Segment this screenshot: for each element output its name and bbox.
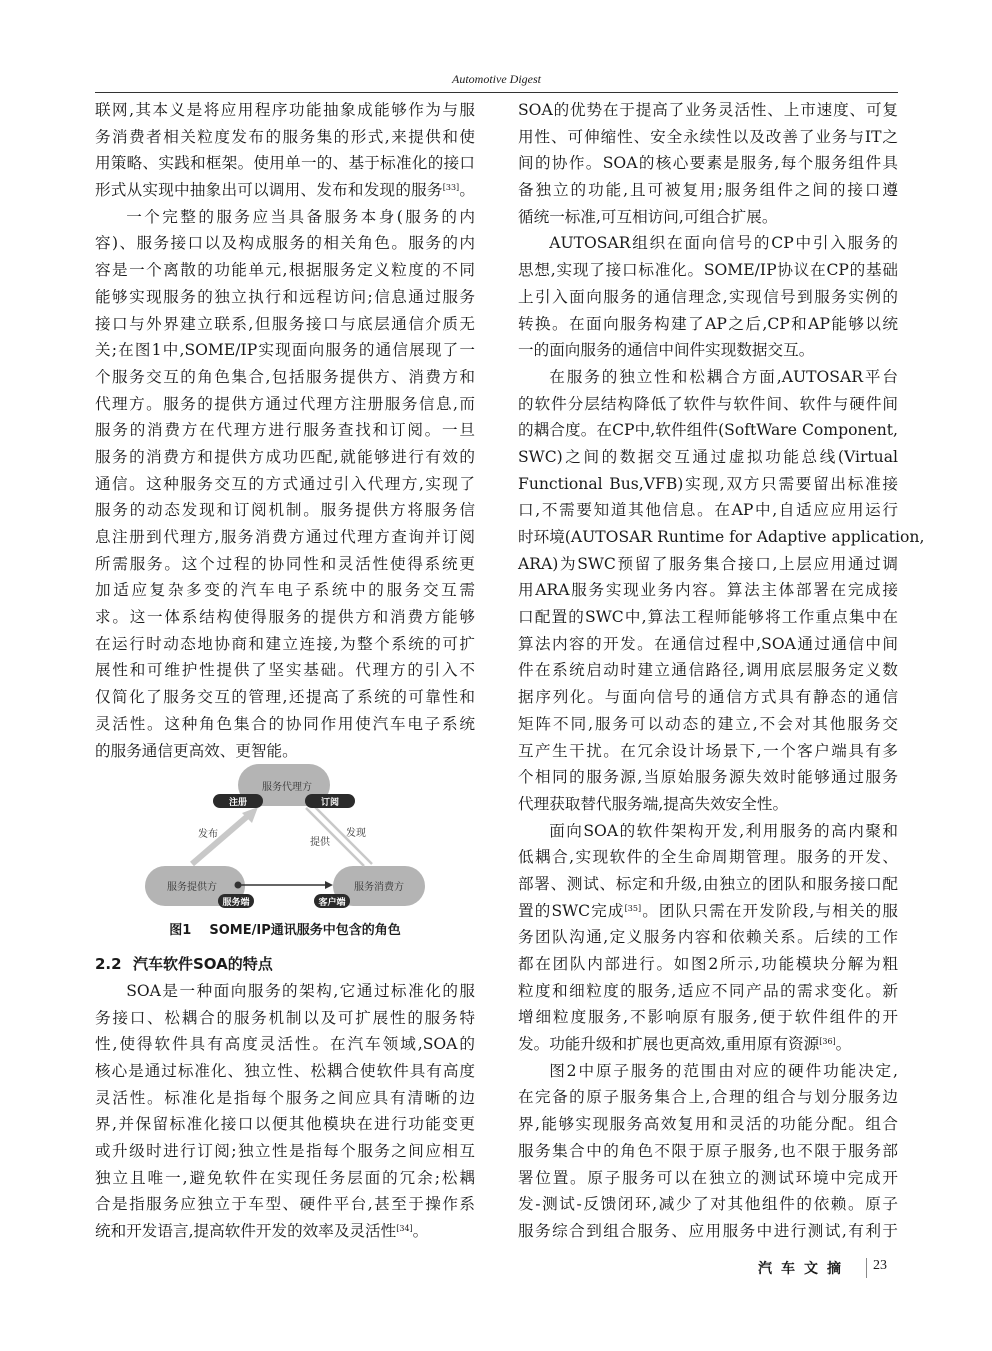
paragraph: [95, 97, 475, 204]
text-line: 矩阵不同,服务可以动态的建立,不会对其他服务交: [518, 714, 898, 733]
line-tail: 。: [412, 1222, 429, 1241]
text-line: 发-测试-反馈闭环,减少了对其他组件的依赖。原子: [518, 1195, 898, 1214]
text-line: 灵活性。这种角色集合的协同作用使汽车电子系统: [95, 714, 475, 733]
figure-1: [95, 764, 475, 951]
text-line: AUTOSAR组织在面向信号的CP中引入服务的: [549, 234, 898, 253]
paragraph: [95, 978, 475, 1245]
text-line: 时环境(AUTOSAR Runtime for Adaptive application,: [518, 528, 925, 546]
text-line: 能够实现服务的独立执行和远程访问;信息通过服务: [95, 287, 475, 306]
text-line: 联网,其本义是将应用程序功能抽象成能够作为与服: [95, 101, 475, 119]
citation-ref: [33]: [442, 183, 460, 193]
provider-label: 服务提供方: [167, 882, 217, 894]
text-line: 服务综合到组合服务、应用服务中进行测试,有利于: [518, 1221, 898, 1240]
text-line: 口,不需要知道其他信息。在AP中,自适应应用运行: [518, 501, 898, 520]
text-line: 思想,实现了接口标准化。SOME/IP协议在CP的基础: [518, 261, 898, 280]
citation-ref: [36]: [819, 1037, 836, 1047]
footer-separator: [866, 1258, 867, 1278]
text-line: 独立且唯一,避免软件在实现任务层面的冗余;松耦: [95, 1168, 475, 1187]
text-line: 的服务通信更高效、更智能。: [95, 741, 298, 760]
text-line: 服务的动态发现和订阅机制。服务提供方将服务信: [95, 501, 475, 520]
line-tail: 。: [459, 181, 475, 200]
text-line: 服务的消费方和提供方成功匹配,就能够进行有效的: [95, 447, 475, 466]
line-tail: 。: [835, 1035, 852, 1054]
consumer-label: 服务消费方: [354, 882, 404, 894]
text-line: 灵活性。标准化是指每个服务之间应具有清晰的边: [95, 1088, 475, 1107]
text-line: 核心是通过标准化、独立性、松耦合使软件具有高度: [95, 1061, 475, 1080]
text-line: 在服务的独立性和松耦合方面,AUTOSAR平台: [549, 367, 898, 386]
offer-label: 提供: [310, 837, 330, 849]
text-line: 加适应复杂多变的汽车电子系统中的服务交互需: [95, 581, 475, 600]
text-line: 备独立的功能,且可被复用;服务组件之间的接口遵: [518, 181, 898, 200]
line-text: 统和开发语言,提高软件开发的效率及灵活性: [95, 1222, 397, 1241]
paragraph: [518, 97, 898, 230]
text-line: 的软件分层结构降低了软件与软件间、软件与硬件间: [518, 394, 898, 413]
text-line: 在完备的原子服务集合上,合理的组合与划分服务边: [518, 1088, 898, 1107]
some-ip-roles-diagram: [140, 764, 430, 914]
text-line: 一的面向服务的通信中间件实现数据交互。: [518, 341, 815, 360]
text-line: SWC)之间的数据交互通过虚拟功能总线(Virtual: [518, 447, 898, 466]
section-title: 汽车软件SOA的特点: [133, 955, 273, 974]
text-line: 息注册到代理方,服务消费方通过代理方查询并订阅: [95, 528, 475, 546]
text-line: 关;在图1中,SOME/IP实现面向服务的通信展现了一: [95, 341, 475, 360]
text-line: 面向SOA的软件架构开发,利用服务的高内聚和: [549, 821, 898, 840]
connection-arrowhead: [325, 881, 333, 889]
text-line: [518, 1031, 898, 1058]
text-line: 容是一个离散的功能单元,根据服务定义粒度的不同: [95, 261, 475, 280]
line-text: 形式从实现中抽象出可以调用、发布和发现的服务: [95, 181, 443, 200]
header-rule: [95, 92, 898, 93]
text-line: 部署、测试、标定和升级,由独立的团队和服务接口配: [518, 874, 898, 893]
paragraph: [518, 364, 925, 818]
server-label: 服务端: [222, 898, 250, 909]
text-line: 代理方。服务的提供方通过代理方注册服务信息,而: [95, 394, 475, 413]
text-line: [95, 1218, 475, 1245]
citation-ref: [35]: [624, 903, 642, 913]
text-line: 据序列化。与面向信号的通信方式具有静态的通信: [518, 688, 898, 707]
text-line: [518, 898, 898, 925]
figure-title: SOME/IP通讯服务中包含的角色: [209, 923, 401, 939]
figure-caption: [95, 919, 475, 938]
text-line: 算法内容的开发。在通信过程中,SOA通过通信中间: [518, 634, 898, 653]
text-line: 界,并保留标准化接口以便其他模块在进行功能变更: [95, 1115, 475, 1134]
text-line: 接口与外界建立联系,但服务接口与底层通信介质无: [95, 314, 475, 333]
text-line: 代理获取替代服务端,提高失效安全性。: [518, 794, 789, 813]
figure-number: 图1: [169, 923, 192, 939]
right-column: [518, 97, 925, 1245]
text-line: 图2中原子服务的范围由对应的硬件功能决定,: [549, 1061, 898, 1080]
text-line: 务团队沟通,定义服务内容和依赖关系。后续的工作: [518, 928, 898, 947]
text-line: Functional Bus,VFB)实现,双方只需要留出标准接: [518, 474, 898, 493]
text-line: 间的协作。SOA的核心要素是服务,每个服务组件具: [518, 154, 898, 173]
paragraph: [518, 230, 898, 363]
text-line: 低耦合,实现软件的全生命周期管理。服务的开发、: [518, 848, 898, 867]
text-line: 循统一标准,可互相访问,可组合扩展。: [518, 207, 778, 226]
text-line: 件在系统启动时建立通信路径,调用底层服务定义数: [518, 661, 898, 680]
page-number: 23: [873, 1258, 887, 1273]
text-line: 一个完整的服务应当具备服务本身(服务的内: [126, 207, 475, 226]
client-label: 客户端: [318, 898, 346, 909]
line-tail: 。团队只需在开发阶段,与相关的服: [641, 901, 898, 920]
text-line: SOA是一种面向服务的架构,它通过标准化的服: [126, 981, 475, 1000]
discover-label: 发现: [346, 828, 366, 840]
text-line: 性,使得软件具有高度灵活性。在汽车领域,SOA的: [95, 1035, 475, 1054]
text-line: 或升级时进行订阅;独立性是指每个服务之间应相互: [95, 1142, 475, 1160]
subscribe-label: 订阅: [320, 798, 340, 809]
text-line: 增细粒度服务,不影响原有服务,便于软件组件的开: [518, 1008, 898, 1027]
left-column: [95, 97, 475, 1245]
text-line: 用策略、实践和框架。使用单一的、基于标准化的接口: [95, 154, 475, 173]
text-line: 上引入面向服务的通信理念,实现信号到服务实例的: [518, 287, 898, 306]
text-line: 务接口、松耦合的服务机制以及可扩展性的服务特: [95, 1008, 475, 1027]
broker-label: 服务代理方: [262, 782, 312, 794]
text-line: 务消费者相关粒度发布的服务集的形式,来提供和使: [95, 127, 475, 146]
text-line: 展性和可维护性提供了坚实基础。代理方的引入不: [95, 661, 475, 680]
text-line: 服务的消费方在代理方进行服务查找和订阅。一旦: [95, 421, 475, 440]
line-text: 发。功能升级和扩展也更高效,重用原有资源: [518, 1035, 820, 1054]
text-line: 用性、可伸缩性、安全永续性以及改善了业务与IT之: [518, 127, 898, 146]
publish-label: 发布: [198, 829, 218, 841]
running-head: Automotive Digest: [452, 72, 541, 86]
footer-journal-name: 汽车文摘: [758, 1261, 850, 1277]
text-line: 粒度和细粒度的服务,适应不同产品的需求变化。新: [518, 981, 898, 1000]
register-label: 注册: [228, 798, 248, 809]
text-line: 仅简化了服务交互的管理,还提高了系统的可靠性和: [95, 688, 475, 707]
text-line: 用ARA服务实现业务内容。算法主体部署在完成接: [518, 581, 898, 600]
text-line: 署位置。原子服务可以在独立的测试环境中完成开: [518, 1168, 898, 1187]
paragraph: [518, 818, 898, 1058]
citation-ref: [34]: [396, 1224, 413, 1234]
text-line: 求。这一体系结构使得服务的提供方和消费方能够: [95, 608, 475, 627]
text-line: [95, 177, 475, 204]
section-heading: [95, 951, 475, 978]
text-line: 都在团队内部进行。如图2所示,功能模块分解为粗: [518, 955, 898, 973]
text-line: 口配置的SWC中,算法工程师能够将工作重点集中在: [518, 608, 898, 627]
text-line: 个服务交互的角色集合,包括服务提供方、消费方和: [95, 367, 475, 386]
text-line: 服务集合中的角色不限于原子服务,也不限于服务部: [518, 1141, 898, 1160]
text-line: 容)、服务接口以及构成服务的相关角色。服务的内: [95, 234, 475, 253]
text-line: 转换。在面向服务构建了AP之后,CP和AP能够以统: [518, 314, 898, 333]
text-line: 所需服务。这个过程的协同性和灵活性使得系统更: [95, 554, 475, 573]
text-line: 互产生干扰。在冗余设计场景下,一个客户端具有多: [518, 741, 898, 760]
text-line: 界,能够实现服务高效复用和灵活的功能分配。组合: [518, 1115, 898, 1134]
text-line: 在运行时动态地协商和建立连接,为整个系统的可扩: [95, 634, 475, 653]
text-line: SOA的优势在于提高了业务灵活性、上市速度、可复: [518, 101, 898, 119]
paragraph: [95, 204, 475, 764]
text-line: ARA)为SWC预留了服务集合接口,上层应用通过调: [518, 554, 898, 573]
text-line: 个相同的服务源,当原始服务源失效时能够通过服务: [518, 768, 898, 787]
paragraph: [518, 1058, 898, 1245]
text-line: 的耦合度。在CP中,软件组件(SoftWare Component,: [518, 421, 898, 440]
line-text: 置的SWC完成: [518, 901, 625, 920]
text-line: 合是指服务应独立于车型、硬件平台,甚至于操作系: [95, 1195, 475, 1214]
section-number: 2.2: [95, 955, 122, 974]
text-line: 通信。这种服务交互的方式通过引入代理方,实现了: [95, 474, 475, 493]
connection-dot: [235, 882, 242, 889]
